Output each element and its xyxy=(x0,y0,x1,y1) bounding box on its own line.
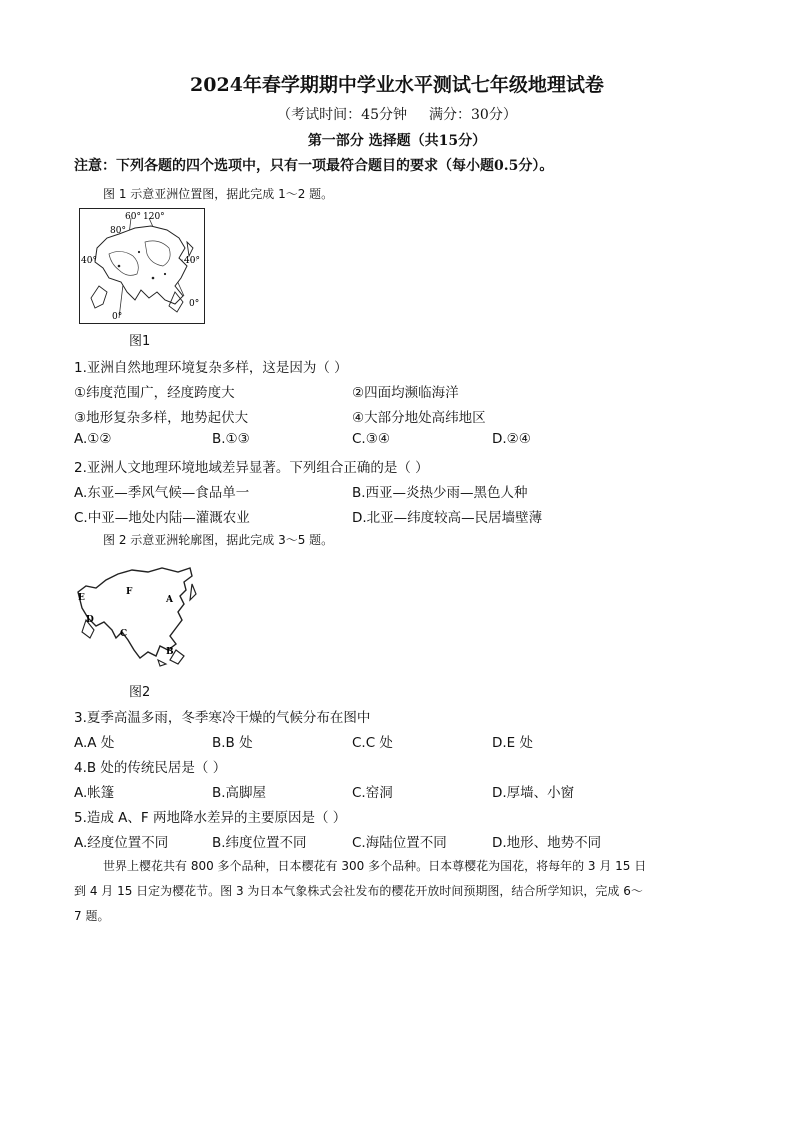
q2-option-a[interactable]: A.东亚—季风气候—食品单一 xyxy=(74,485,250,501)
q3-option-c[interactable]: C.C 处 xyxy=(352,735,393,751)
q2-option-b[interactable]: B.西亚—炎热少雨—黑色人种 xyxy=(352,485,528,501)
passage-line-1: 世界上樱花共有 800 多个品种，日本樱花有 300 多个品种。日本尊樱花为国花，将每年的 3 月 15 日 xyxy=(103,859,647,873)
figure1-label: 40° xyxy=(184,256,200,266)
figure1-label: 40° xyxy=(81,256,97,266)
q3-option-b[interactable]: B.B 处 xyxy=(212,735,253,751)
q5-option-b[interactable]: B.纬度位置不同 xyxy=(212,835,307,851)
section-title: 第一部分 选择题（共15分） xyxy=(307,133,487,149)
q3-option-a[interactable]: A.A 处 xyxy=(74,735,115,751)
figure2-label-b: B xyxy=(166,647,174,657)
figure1-label: 60° xyxy=(125,212,141,222)
q1-statement-2: ②四面均濒临海洋 xyxy=(352,385,459,401)
notice-text: 注意：下列各题的四个选项中，只有一项最符合题目的要求（每小题0.5分）。 xyxy=(74,158,554,174)
figure1-label: 0° xyxy=(189,299,200,309)
exam-info xyxy=(0,104,794,124)
q2-option-c[interactable]: C.中亚—地处内陆—灌溉农业 xyxy=(74,510,250,526)
figure2-label-f: F xyxy=(126,587,133,597)
q5-option-c[interactable]: C.海陆位置不同 xyxy=(352,835,447,851)
q4-option-d[interactable]: D.厚墙、小窗 xyxy=(492,785,575,801)
passage-line-2: 到 4 月 15 日定为樱花节。图 3 为日本气象株式会社发布的樱花开放时间预期图，结合所学知识，完成 6～ xyxy=(74,884,643,898)
q1-option-a[interactable]: A.①② xyxy=(74,431,112,447)
figure2-intro: 图 2 示意亚洲轮廓图，据此完成 3～5 题。 xyxy=(103,533,334,547)
q4-option-a[interactable]: A.帐篷 xyxy=(74,785,115,801)
figure1-label: 0° xyxy=(112,312,123,322)
q2-option-d[interactable]: D.北亚—纬度较高—民居墙壁薄 xyxy=(352,510,543,526)
q4-option-b[interactable]: B.高脚屋 xyxy=(212,785,267,801)
q2-stem: 2.亚洲人文地理环境地域差异显著。下列组合正确的是（ ） xyxy=(74,460,429,476)
q1-option-d[interactable]: D.②④ xyxy=(492,431,531,447)
q5-option-a[interactable]: A.经度位置不同 xyxy=(74,835,169,851)
q5-option-d[interactable]: D.地形、地势不同 xyxy=(492,835,602,851)
q1-option-b[interactable]: B.①③ xyxy=(212,431,250,447)
figure2-label-c: C xyxy=(120,629,128,639)
q1-statement-3: ③地形复杂多样，地势起伏大 xyxy=(74,410,249,426)
q4-option-c[interactable]: C.窑洞 xyxy=(352,785,393,801)
full-score: 满分：30分） xyxy=(429,107,517,123)
q5-stem: 5.造成 A、F 两地降水差异的主要原因是（ ） xyxy=(74,810,347,826)
figure2-label-e: E xyxy=(78,593,85,603)
figure2-caption: 图2 xyxy=(129,685,151,700)
figure1-caption: 图1 xyxy=(129,334,151,349)
figure2-label-a: A xyxy=(166,595,173,605)
exam-time: （考试时间：45分钟 xyxy=(277,107,407,123)
exam-title: 2024年春学期期中学业水平测试七年级地理试卷 xyxy=(190,74,604,96)
q3-option-d[interactable]: D.E 处 xyxy=(492,735,534,751)
figure2-asia-outline-map xyxy=(72,560,212,668)
figure1-intro: 图 1 示意亚洲位置图，据此完成 1～2 题。 xyxy=(103,187,334,201)
figure1-label: 80° xyxy=(110,226,126,236)
q1-option-c[interactable]: C.③④ xyxy=(352,431,390,447)
passage-line-3: 7 题。 xyxy=(74,909,110,923)
q1-statement-4: ④大部分地处高纬地区 xyxy=(352,410,486,426)
figure2-label-d: D xyxy=(86,615,94,625)
q1-statement-1: ①纬度范围广，经度跨度大 xyxy=(74,385,235,401)
figure1-label: 120° xyxy=(143,212,165,222)
q4-stem: 4.B 处的传统民居是（ ） xyxy=(74,760,227,776)
figure1-asia-location-map xyxy=(79,208,205,324)
q1-stem: 1.亚洲自然地理环境复杂多样，这是因为（ ） xyxy=(74,360,348,376)
q3-stem: 3.夏季高温多雨，冬季寒冷干燥的气候分布在图中 xyxy=(74,710,371,726)
